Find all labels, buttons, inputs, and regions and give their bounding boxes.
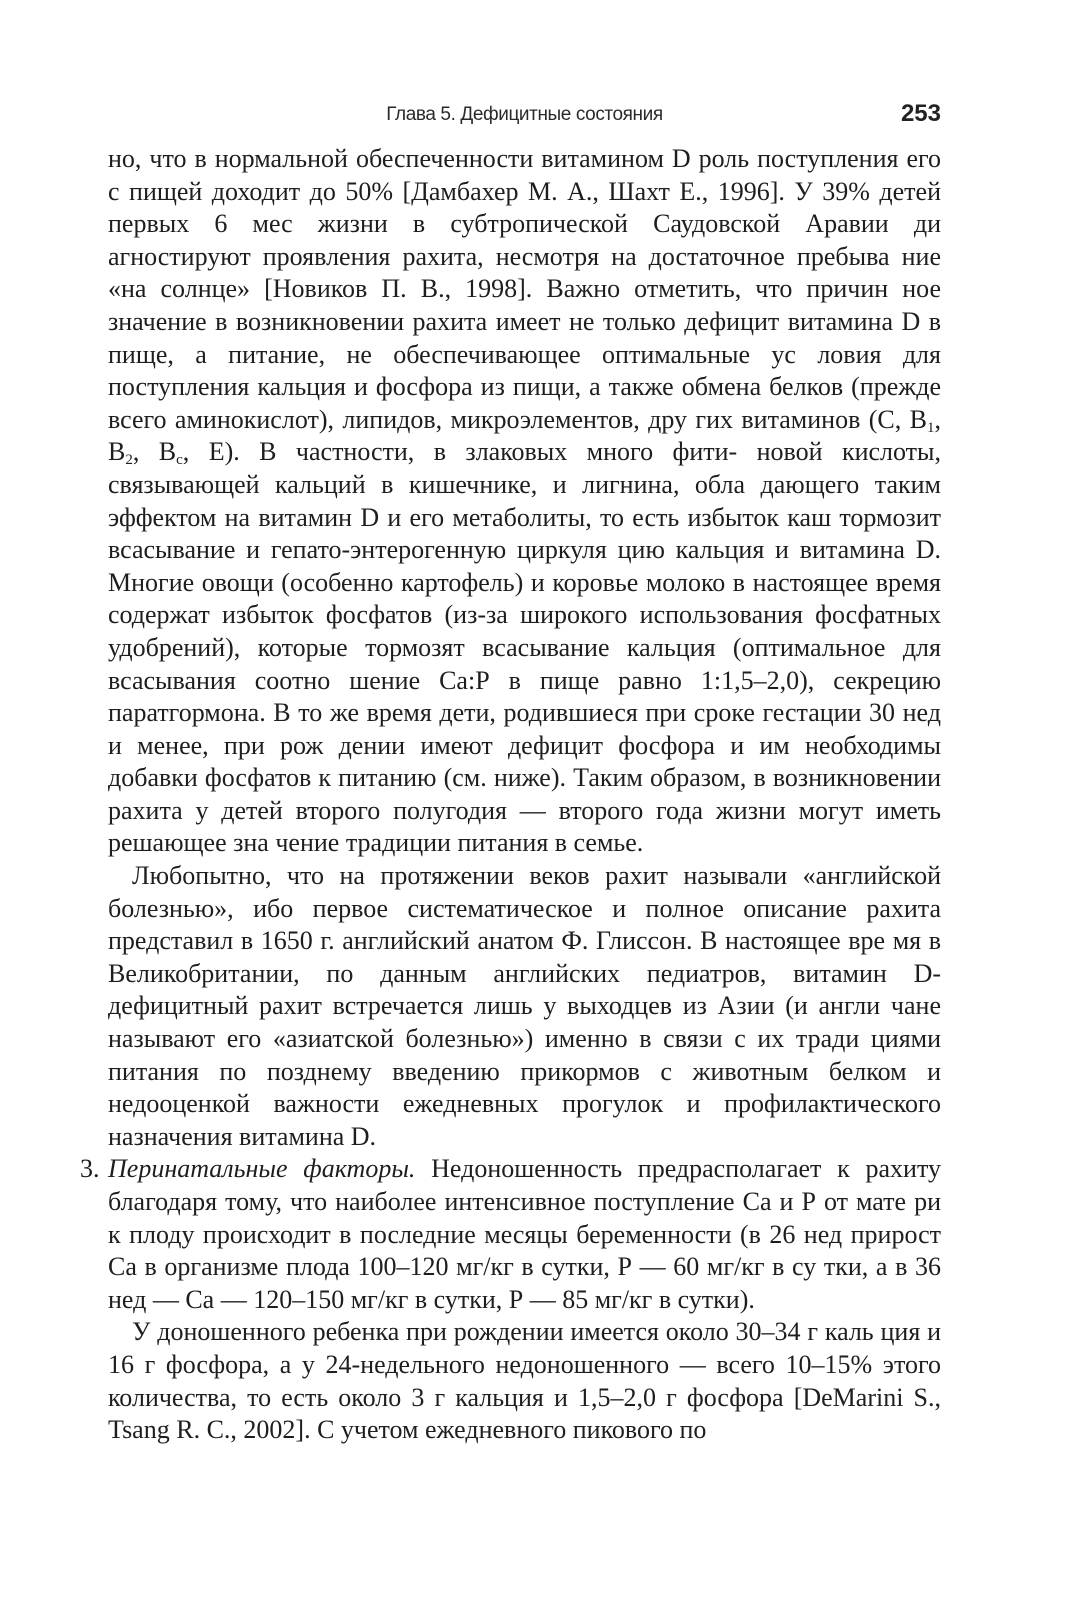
text-line: шение Са:Р в пище равно 1:1,5–2,0), секрецию паратгормона. В то же	[108, 665, 942, 728]
text-line: коровье молоко в настоящее время содержат избыток фосфатов	[108, 567, 941, 630]
paragraph-term-infant	[108, 1316, 941, 1446]
subscript: 1	[927, 419, 935, 436]
text-line: назначения витамина D.	[108, 1121, 377, 1151]
text-line: и недооценкой важности ежедневных прогулок и профилактического	[108, 1056, 941, 1119]
numbered-item-3	[80, 1153, 941, 1316]
paragraph-continuation	[108, 143, 941, 860]
text-line: циями питания по позднему введению прикормов с животным белком	[108, 1024, 942, 1086]
paragraph-english-disease	[108, 860, 941, 1153]
text-line: дающего таким эффектом на витамин D и его метаболиты, то есть	[108, 469, 941, 532]
text-line: [DeMarini S., Tsang R. C., 2002]. С учетом ежедневного пикового по	[108, 1382, 942, 1445]
page-number: 253	[900, 100, 941, 127]
text-line: тки, а в 36 нед — Са — 120–150 мг/кг в сутки, Р — 85 мг/кг в сутки).	[108, 1252, 941, 1314]
text-line: болезнью», ибо первое систематическое и полное описание рахита	[108, 893, 941, 923]
text-line: белков (прежде всего аминокислот), липидов, микроэлементов, дру	[108, 372, 941, 434]
text-line: благодаря тому, что наиболее интенсивное поступление Са и Р от мате	[108, 1187, 907, 1216]
text-line: новой кислоты, связывающей кальций в кишечнике, и лигнина, обла	[108, 437, 942, 499]
subscript: 2	[125, 452, 133, 469]
text-line: ное значение в возникновении рахита имеет не только дефицит	[108, 274, 941, 336]
text-line: (из-за широкого использования фосфатных удобрений), которые	[108, 600, 941, 662]
text-line: У доношенного ребенка при рождении имеется около 30–34 г каль	[132, 1317, 874, 1347]
text-line: цию кальция и витамина D. Многие овощи (особенно картофель) и	[108, 535, 941, 597]
text-line: его с пищей доходит до 50% [Дамбахер М. А., Шахт Е., 1996]. У 39%	[108, 144, 941, 206]
text-line: мя в Великобритании, по данным английских педиатров, витамин	[108, 926, 941, 988]
body-text	[80, 143, 942, 1447]
text-fragment: , В	[132, 437, 177, 467]
text-line: ловия для поступления кальция и фосфора из пищи, а также обмена	[108, 339, 941, 402]
text-fragment: Недоношенность предрасполагает к рахиту	[415, 1154, 941, 1184]
text-line: избыток каш тормозит всасывание и гепато-энтерогенную циркуля	[108, 502, 941, 565]
text-line: дении имеют дефицит фосфора и им необходимы добавки фосфатов к	[108, 730, 942, 793]
chapter-title: Глава 5. Дефицитные состояния	[386, 104, 663, 125]
text-line: тормозят всасывание кальция (оптимальное для всасывания соотно	[108, 632, 941, 695]
text-line: этого количества, то есть около 3 г кальция и 1,5–2,0 г фосфора	[108, 1349, 941, 1412]
text-fragment: , Е). В частности, в злаковых много фити-	[182, 437, 738, 467]
text-line: детей первых 6 мес жизни в субтропической Саудовской Аравии ди	[108, 176, 941, 239]
text-line: ция и 16 г фосфора, а у 24-недельного недоношенного — всего 10–15%	[108, 1317, 942, 1379]
text-line: витамина D в пище, а питание, не обеспечивающее оптимальные ус	[108, 306, 941, 369]
item-number: 3.	[80, 1154, 100, 1184]
text-line: представил в 1650 г. английский анатом Ф. Глиссон. В настоящее вре	[108, 926, 886, 956]
text-line: агностируют проявления рахита, несмотря на достаточное пребыва	[108, 241, 890, 271]
text-line: чение традиции питания в семье.	[275, 828, 644, 858]
running-head	[108, 98, 941, 130]
text-line: ние «на солнце» [Новиков П. В., 1998]. Важно отметить, что причин	[108, 241, 941, 304]
text-line: питанию (см. ниже). Таким образом, в возникновении рахита у детей	[108, 763, 941, 825]
text-line: прирост Са в организме плода 100–120 мг/кг в сутки, Р — 60 мг/кг в су	[108, 1219, 941, 1282]
text-line: Любопытно, что на протяжении веков рахит называли «английской	[132, 861, 941, 891]
item-title: Перинатальные факторы.	[108, 1154, 416, 1184]
text-line: D-дефицитный рахит встречается лишь у выходцев из Азии (и англи	[108, 958, 941, 1021]
text-line: чане называют его «азиатской болезнью») именно в связи с их тради	[108, 991, 941, 1054]
subscript: с	[176, 452, 183, 469]
text-line: ри к плоду происходит в последние месяцы беременности (в 26 нед	[108, 1187, 941, 1249]
text-line: время дети, родившиеся при сроке гестации 30 нед и менее, при рож	[108, 698, 941, 760]
text-line: второго полугодия — второго года жизни могут иметь решающее зна	[108, 795, 941, 858]
text-line: но, что в нормальной обеспеченности витамином D роль поступления	[108, 144, 907, 173]
text-fragment: , В	[108, 404, 941, 467]
text-fragment: гих витаминов (С, В	[695, 404, 927, 434]
